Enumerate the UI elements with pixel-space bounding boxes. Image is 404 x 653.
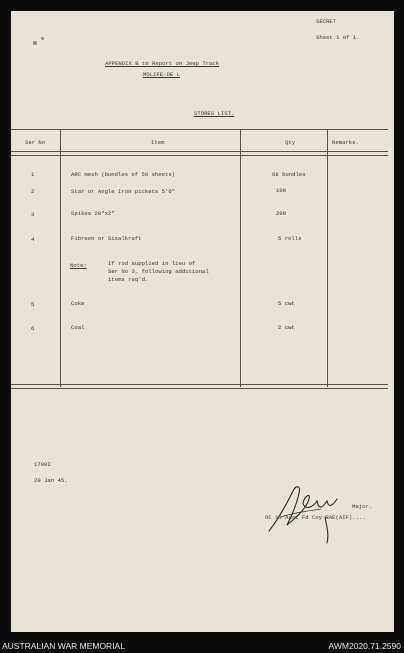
table-row-item: Star or Angle Iron pickets 5'6": [71, 188, 176, 195]
note-line: If rod supplied in lieu of: [108, 260, 196, 267]
table-header-rule: [11, 151, 388, 156]
table-row-item: ARC mesh (bundles of 50 sheets): [71, 171, 176, 178]
column-divider: [60, 129, 61, 387]
table-row-ser: 2: [31, 188, 35, 195]
column-header-ser-no: Ser No: [25, 139, 46, 146]
table-top-rule: [11, 129, 388, 130]
document-page: [11, 11, 394, 632]
note-label: Note:: [70, 262, 87, 269]
column-header-remarks: Remarks.: [332, 139, 359, 146]
sheet-number: Sheet 1 of 1.: [316, 34, 360, 41]
table-row-item: Spikes 20"x2": [71, 210, 115, 217]
classification-label: SECRET: [316, 18, 337, 25]
table-row-item: Fibreen or Sisalkraft: [71, 235, 142, 242]
table-row-ser: 3: [31, 211, 35, 218]
signatory-unit: OC 13 Aust Fd Coy RAE(AIF)....: [265, 514, 366, 521]
table-bottom-rule: [11, 384, 388, 389]
document-title: APPENDIX B to Report on Jeep Track: [105, 60, 220, 67]
table-row-item: Coke: [71, 300, 85, 307]
column-divider: [240, 129, 241, 387]
punch-hole: [33, 41, 37, 45]
table-row-ser: 1: [31, 171, 35, 178]
footer-institution: AUSTRALIAN WAR MEMORIAL: [2, 641, 125, 651]
time-group: 1700I: [34, 461, 51, 468]
table-row-ser: 5: [31, 301, 35, 308]
note-line: items req'd.: [108, 276, 149, 283]
handwritten-signature: [263, 477, 343, 547]
column-header-item: Item: [151, 139, 165, 146]
note-line: Ser No 3, following additional: [108, 268, 209, 275]
signatory-rank: Major.: [352, 503, 373, 510]
table-row-ser: 4: [31, 236, 35, 243]
footer-accession-number: AWM2020.71.2590: [328, 641, 401, 651]
table-row-qty: 68 bundles: [272, 171, 306, 178]
table-row-qty: 100: [276, 187, 287, 194]
document-subtitle: MOLIFE-DE L: [143, 71, 180, 78]
column-header-qty: Qty: [285, 139, 296, 146]
table-row-qty: 5 cwt: [278, 300, 295, 307]
document-date: 29 Jan 45.: [34, 477, 68, 484]
table-row-qty: 2 cwt: [278, 324, 295, 331]
table-row-qty: 200: [276, 210, 287, 217]
table-row-qty: 5 rolls: [278, 235, 302, 242]
punch-hole: [41, 37, 44, 40]
table-row-item: Coal: [71, 324, 85, 331]
stores-list-heading: STORES LIST.: [194, 110, 235, 117]
column-divider: [327, 129, 328, 387]
table-row-ser: 6: [31, 325, 35, 332]
